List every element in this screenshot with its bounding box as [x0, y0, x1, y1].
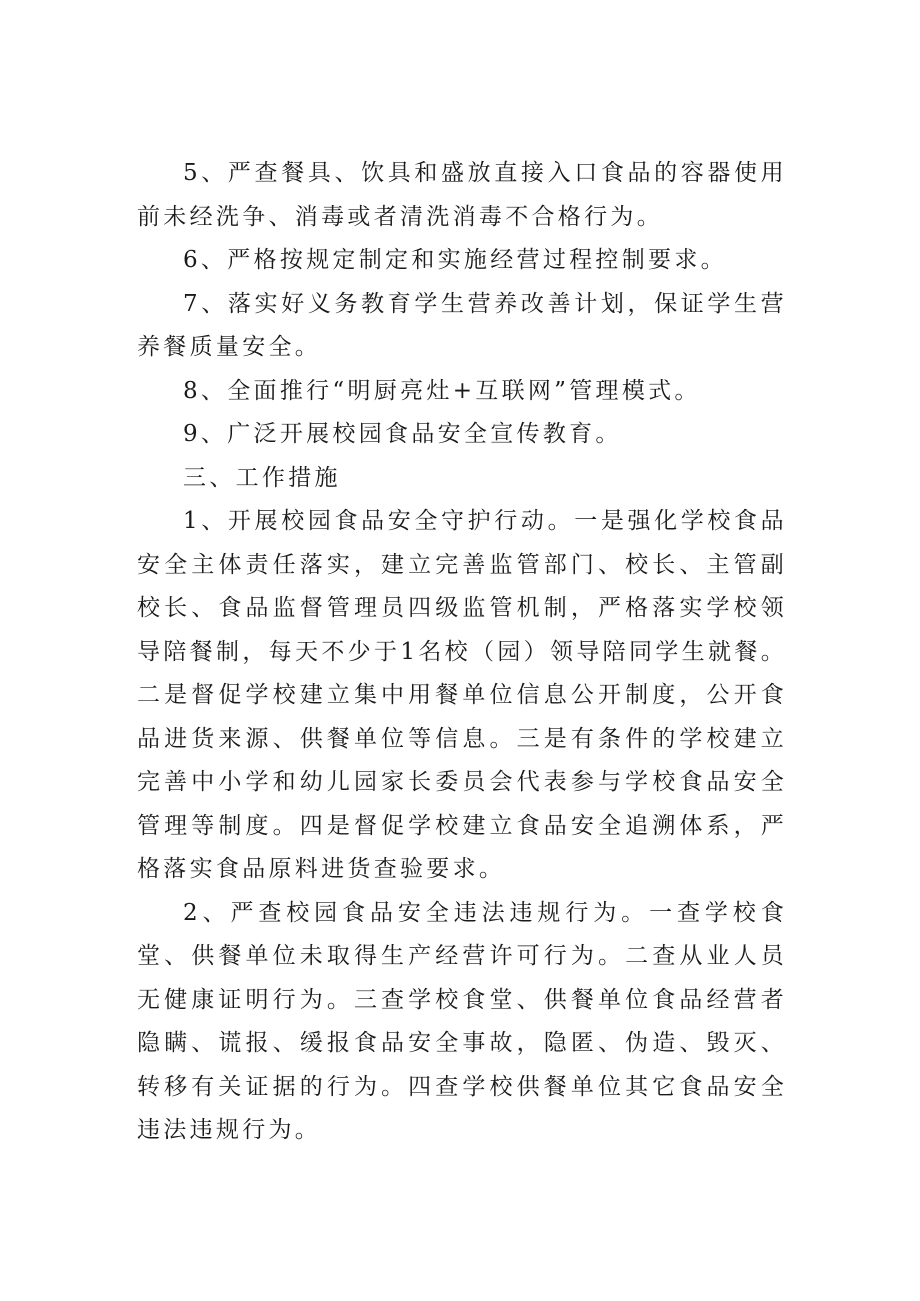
paragraph-item-7: 7、落实好义务教育学生营养改善计划，保证学生营养餐质量安全。 [137, 290, 787, 360]
document-body [137, 152, 787, 1153]
paragraph-measure-2: 2、严查校园食品安全违法违规行为。一查学校食堂、供餐单位未取得生产经营许可行为。二查从业人员无健康证明行为。三查学校食堂、供餐单位食品经营者隐瞒、谎报、缓报食品安全事故，隐匿、伪造、毁灭、转移有关证据的行为。四查学校供餐单位其它食品安全违法违规行为。 [137, 899, 787, 1143]
paragraph-measure-1: 1、开展校园食品安全守护行动。一是强化学校食品安全主体责任落实，建立完善监管部门、校长、主管副校长、食品监督管理员四级监管机制，严格落实学校领导陪餐制，每天不少于1名校（园）领导陪同学生就餐。二是督促学校建立集中用餐单位信息公开制度，公开食品进货来源、供餐单位等信息。三是有条件的学校建立完善中小学和幼儿园家长委员会代表参与学校食品安全管理等制度。四是督促学校建立食品安全追溯体系，严格落实食品原料进货查验要求。 [137, 508, 787, 882]
paragraph-item-8: 8、全面推行“明厨亮灶+互联网”管理模式。 [183, 377, 701, 404]
paragraph-item-5: 5、严查餐具、饮具和盛放直接入口食品的容器使用前未经洗争、消毒或者清洗消毒不合格行为。 [137, 160, 787, 230]
paragraph-item-6: 6、严格按规定制定和实施经营过程控制要求。 [183, 247, 727, 273]
paragraph-item-9: 9、广泛开展校园食品安全宣传教育。 [183, 421, 622, 447]
section-heading-measures: 三、工作措施 [183, 464, 341, 491]
